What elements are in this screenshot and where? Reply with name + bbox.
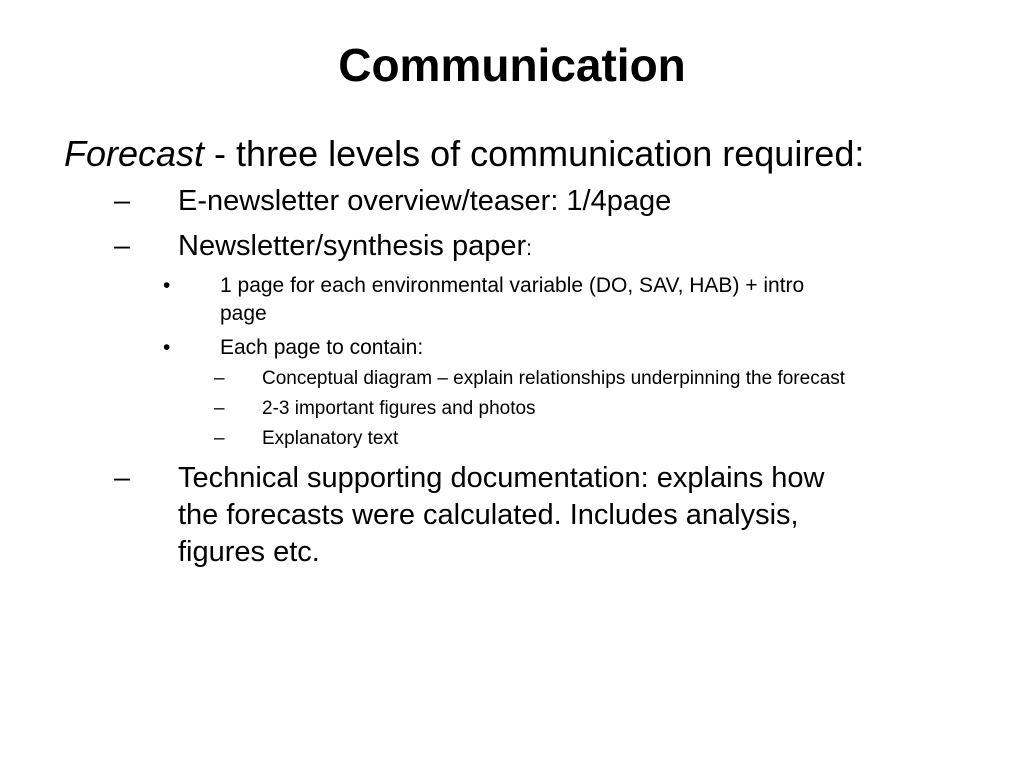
list-item-technical-doc-cont: figures etc. [178, 536, 320, 568]
list-item-newsletter-colon: : [526, 237, 532, 260]
subsublist-item-conceptual-diagram: Conceptual diagram – explain relationships underpinning the forecast [262, 368, 846, 389]
list-item-marker: – [114, 230, 131, 262]
intro-text: - three levels of communication required: [204, 133, 865, 174]
sublist-item-marker: • [163, 274, 171, 297]
list-item-newsletter [178, 229, 532, 266]
sublist-item-page-per-variable-cont: page [220, 302, 267, 325]
sublist-item-each-page: Each page to contain: [220, 336, 424, 359]
list-item-technical-doc-cont: the forecasts were calculated. Includes analysis, [178, 499, 799, 531]
list-item-enewsletter: E-newsletter overview/teaser: 1/4page [178, 185, 672, 217]
subsublist-item-explanatory-text: Explanatory text [262, 428, 399, 449]
intro-emphasis: Forecast [64, 133, 205, 174]
subsublist-item-marker: – [214, 428, 225, 449]
sublist-item-marker: • [163, 336, 171, 359]
subsublist-item-figures-photos: 2-3 important figures and photos [262, 398, 536, 419]
list-item-newsletter-text: Newsletter/synthesis paper [178, 230, 527, 262]
list-item-marker: – [114, 185, 131, 217]
subsublist-item-marker: – [214, 398, 225, 419]
subsublist-item-marker: – [214, 368, 225, 389]
intro-line [64, 134, 864, 174]
list-item-marker: – [114, 462, 131, 494]
list-item-technical-doc: Technical supporting documentation: explains how [178, 462, 825, 494]
sublist-item-page-per-variable: 1 page for each environmental variable (DO, SAV, HAB) + intro [220, 274, 805, 297]
slide-title: Communication [338, 39, 686, 91]
